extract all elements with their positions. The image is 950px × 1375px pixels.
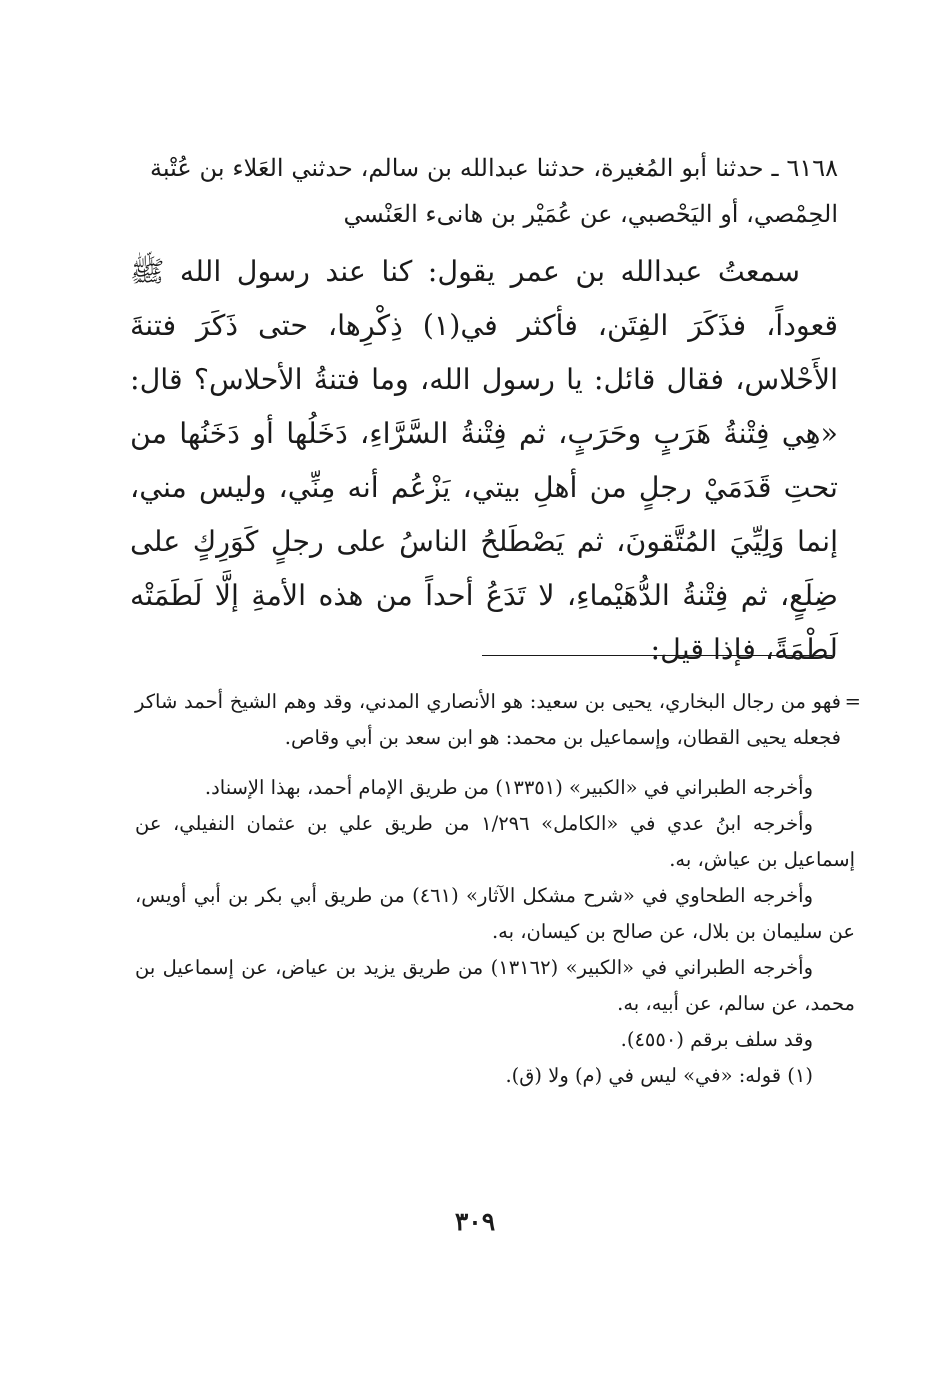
hadith-isnad	[150, 145, 838, 237]
footnote-continuation	[135, 684, 861, 756]
takhrij-line: وأخرجه الطحاوي في «شرح مشكل الآثار» (٤٦١) من طريق أبي بكر بن أبي أويس، عن سليمان بن بلال، عن صالح بن كيسان، به.	[135, 884, 855, 943]
takhrij-line: وقد سلف برقم (٤٥٥٠).	[620, 1028, 813, 1051]
continuation-text: فهو من رجال البخاري، يحيى بن سعيد: هو الأنصاري المدني، وقد وهم الشيخ أحمد شاكر فجعله يحيى القطان، وإسماعيل بن محمد: هو ابن سعد بن أبي وقاص.	[135, 690, 841, 749]
takhrij-line: وأخرجه ابنُ عدي في «الكامل» ١/٢٩٦ من طريق علي بن عثمان النفيلي، عن إسماعيل بن عياش، به.	[135, 812, 855, 871]
footnote-1: (١) قوله: «في» ليس في (م) ولا (ق).	[505, 1064, 813, 1087]
footnote-separator	[482, 655, 832, 656]
takhrij-line: وأخرجه الطبراني في «الكبير» (١٣٣٥١) من طريق الإمام أحمد، بهذا الإسناد.	[204, 776, 813, 799]
isnad-text: ٦١٦٨ ـ حدثنا أبو المُغيرة، حدثنا عبدالله بن سالم، حدثني العَلاء بن عُتْبة الحِمْصي، أو اليَحْصبي، عن عُمَيْر بن هانىء العَنْسي	[150, 154, 838, 228]
hadith-matn	[130, 245, 838, 677]
footnotes	[135, 684, 861, 1094]
matn-text: سمعتُ عبدالله بن عمر يقول: كنا عند رسول الله ﷺ قعوداً، فذَكَرَ الفِتَن، فأكثر في(١) ذِكْرِها، حتى ذَكَرَ فتنةَ الأَحْلاس، فقال قائل: يا رسول الله، وما فتنةُ الأحلاس؟ قال: «هِي فِتْنةُ هَرَبٍ وحَرَبٍ، ثم فِتْنةُ السَّرَّاءِ، دَخَلُها أو دَخَنُها من تحتِ قَدَمَيْ رجلٍ من أهلِ بيتي، يَزْعُم أنه مِنِّي، وليس مني، إنما وَلِيِّيَ المُتَّقونَ، ثم يَصْطَلحُ الناسُ على رجلٍ كَوَرِكٍ على ضِلَعٍ، ثم فِتْنةُ الدُّهَيْماءِ، لا تَدَعُ أحداً من هذه الأمةِ إلَّا لَطَمَتْه لَطْمَةً، فإذا قيل:	[130, 255, 838, 666]
continuation-mark: =	[844, 690, 861, 713]
page-number: ٣٠٩	[454, 1207, 496, 1236]
takhrij-line: وأخرجه الطبراني في «الكبير» (١٣١٦٢) من طريق يزيد بن عياض، عن إسماعيل بن محمد، عن سالم، عن أبيه، به.	[135, 956, 855, 1015]
